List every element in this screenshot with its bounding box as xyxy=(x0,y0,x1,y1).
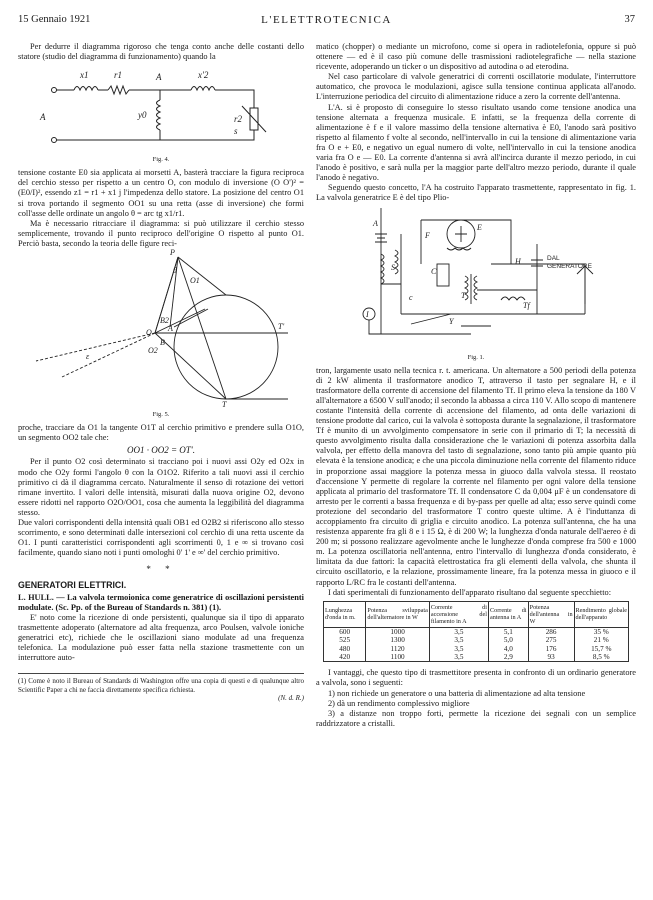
table-cell: 5,1 xyxy=(489,627,529,636)
fig5-label-A: A xyxy=(168,324,173,334)
table-cell: 21 % xyxy=(574,636,628,644)
fig1-label-F: F xyxy=(425,230,430,240)
list-item: 3) a distanze non troppo forti, permette la ricezione dei segnali con un semplice raddrizzatore a cristalli. xyxy=(316,708,636,728)
footnote xyxy=(18,673,304,703)
fig1-label-A: A xyxy=(373,218,378,228)
paragraph-ma: Ma è necessario ritracciare il diagramma: si può utilizzare il cerchio stesso semplicemente, trovando il punto reciproco dell'origine O rispetto al punto O1. Perciò basta, secondo la teoria delle figure reci- xyxy=(18,218,304,248)
table-cell: 600 xyxy=(324,627,366,636)
fig5-label-O2: O2 xyxy=(148,346,158,356)
paragraph-noto: E' noto come la ricezione di onde persistenti, qualunque sia il tipo di apparato trasmettente adoperato (alternatore ad alta frequenza, arco Poulsen, valvole ioniche generatrici etc), richiede che le oscillazioni siano modulate ad una frequenza telefonica. La modulazione può esser fatta nella stazione trasmettente con un interruttore auto- xyxy=(18,612,304,663)
fig5-label-Tprime: T' xyxy=(278,322,285,332)
journal-title: L'ELETTROTECNICA xyxy=(261,14,392,26)
fig1-label-C: C xyxy=(431,266,437,276)
equation: OO1 · OO2 = OT'. xyxy=(126,445,195,456)
table-cell: 480 xyxy=(324,645,366,653)
paragraph-proche: proche, tracciare da O1 la tangente O1T al cerchio primitivo e prendere sulla O1O, un segmento OO2 tale che: xyxy=(18,423,304,443)
paragraph-matico: matico (chopper) o mediante un microfono, come si opera in radiotelefonia, oppure si può ottenere — ed è il caso più comune delle trasmissioni radiotelegrafiche — nella stazione ricevente, adoperando un ticker o un dispositivo ad autodina o ad eterodina. xyxy=(316,42,636,72)
table-header-cell: Potenza dell'antenna in W xyxy=(528,601,574,627)
table-header-row xyxy=(324,601,629,627)
fig4-label-r2: r2 xyxy=(234,114,243,125)
fig1-label-dal: DAL xyxy=(547,254,560,262)
right-column xyxy=(316,42,636,729)
fig5-label-O: O xyxy=(146,328,152,338)
figure-5-diagram xyxy=(30,249,292,409)
paragraph-nel: Nel caso particolare di valvole generatrici di correnti oscillatorie modulate, l'interruttore automatico, che provoca le modulazioni, agisce sulla tensione continua applicata all'anodo. L'interruzione periodica del circuito di alimentazione riduce a zero la corrente dell'antenna. xyxy=(316,72,636,102)
table-row xyxy=(324,653,629,662)
paragraph-due: Due valori corrispondenti della intensità quali OB1 ed O2B2 si riferiscono allo stesso scorrimento, e sono determinati dalle intersezioni col cerchio di una retta uscente da O1. I punti caratteristici corrispondenti agli scorrimenti 0, 1 e ∞ si trovano così facilmente, quando siano noti i punti omologhi 0' 1' e ∞' del cerchio primitivo. xyxy=(18,517,304,558)
paragraph-dati: I dati sperimentali di funzionamento dell'apparato risultano dal seguente specchietto: xyxy=(328,587,612,597)
fig4-label-r1: r1 xyxy=(114,70,123,81)
list-item: 2) dà un rendimento complessivo migliore xyxy=(328,698,470,708)
footnote-sign: (N. d. R.) xyxy=(278,694,304,703)
table-header-cell: Corrente di antenna in A xyxy=(489,601,529,627)
table-cell: 1300 xyxy=(366,636,429,644)
table-cell: 420 xyxy=(324,653,366,662)
fig1-caption: Fig. 1. xyxy=(467,353,485,361)
fig5-caption: Fig. 5. xyxy=(152,411,170,419)
paragraph-vantaggi: I vantaggi, che questo tipo di trasmettitore presenta in confronto di un ordinario generatore a valvola, sono i seguenti: xyxy=(316,668,636,688)
fig1-label-c: c xyxy=(409,292,413,302)
table-cell: 3,5 xyxy=(429,636,488,644)
table-cell: 286 xyxy=(528,627,574,636)
paragraph-per: Per il punto O2 così determinato si tracciano poi i nuovi assi O2y ed O2x in modo che O2y formi l'angolo θ con la O1O2. Riferito a tali nuovi assi il cerchio primitivo ci dà il diagramma cercato. Naturalmente il senso di rotazione dei vettori rimane invertito. I valori delle intensità, misurati dalla nuova origine O2, devono essere ridotti nel rapporto O2O/OO1, cosa che aumenta la leggibilità del diagramma stesso. xyxy=(18,457,304,517)
table-cell: 35 % xyxy=(574,627,628,636)
table-row xyxy=(324,645,629,653)
table-row xyxy=(324,636,629,644)
table-cell: 1000 xyxy=(366,627,429,636)
table-cell: 4,0 xyxy=(489,645,529,653)
paragraph-seguendo: Seguendo questo concetto, l'A ha costruito l'apparato trasmettente, rappresentato in fig. 1. La valvola generatrice E è del tipo Plio- xyxy=(316,183,636,203)
fig4-caption: Fig. 4. xyxy=(152,156,170,164)
table-cell: 275 xyxy=(528,636,574,644)
section-heading: GENERATORI ELETTRICI. xyxy=(18,580,127,591)
fig4-label-x2: x'2 xyxy=(198,70,209,81)
paragraph-tension: tensione costante E0 sia applicata ai morsetti A, basterà tracciare la figura reciproca del cerchio stesso per rispetto a un centro O, con modulo di inversione (O O')² = (E0/I)², essendo z1 = r1 + x1 j l'impedenza dello statore. La posizione del centro O1 si trova portando il segmento OO1 su una retta (asse di inversione) che formi coll'asse delle ordinate un angolo θ = arc tg x1/r1. xyxy=(18,168,304,218)
fig1-label-S: S xyxy=(391,262,395,272)
table-cell: 1120 xyxy=(366,645,429,653)
table-header-cell: Corrente di accensione del filamento in A xyxy=(429,601,488,627)
page-number: 37 xyxy=(624,14,635,25)
table-header-cell: Rendimento globale dell'apparato xyxy=(574,601,628,627)
fig1-label-E: E xyxy=(477,222,482,232)
table-cell: 3,5 xyxy=(429,653,488,662)
table-cell: 3,5 xyxy=(429,645,488,653)
fig1-label-H: H xyxy=(515,256,521,266)
fig5-label-P: P xyxy=(170,249,175,258)
fig1-label-I: I xyxy=(366,309,369,319)
table-cell: 15,7 % xyxy=(574,645,628,653)
fig1-label-generatore: GENERATORE xyxy=(547,262,592,270)
fig5-label-B: B xyxy=(160,338,165,348)
table-cell: 525 xyxy=(324,636,366,644)
fig5-label-eps: ε xyxy=(86,352,90,362)
fig5-label-T: T xyxy=(222,400,227,410)
table-cell: 5,0 xyxy=(489,636,529,644)
table-header-cell: Lunghezza d'onda in m. xyxy=(324,601,366,627)
table-cell: 3,5 xyxy=(429,627,488,636)
paragraph-intro: Per dedurre il diagramma rigoroso che tenga conto anche delle costanti dello statore (studio del diagramma di funzionamento) quando la xyxy=(18,42,304,62)
paragraph-hull: L. HULL. — La valvola termoionica come generatrice di oscillazioni persistenti modulate. (Sc. Pp. of the Bureau of Standards n. 381) (1). xyxy=(18,592,304,612)
paragraph-tron: tron, largamente usato nella tecnica r. t. americana. Un alternatore a 500 periodi della potenza di 2 kW alimenta il trasformatore anodico T, attraverso il tasto per segnalare H, e il trasformatore della corrente di accensione del filamento Tf. Il primo eleva la tensione da 180 V all'alternatore a 6500 V sull'anodo; il secondo la abbassa a circa 110 V. Allo scopo di mantenere costante l'intensità della corrente di accensione del filamento, ad onta delle variazioni di tensione prodotte dal carico, cui la valvola è sottoposta durante la segnalazione, il trasformatore Tf è munito di un avvolgimento compensatore in serie con il primario di T; la necessità di questo avvolgimento risulta dalla considerazione che le variazioni di potenza assorbita dalla valvola, per effetto della manovra del tasto di segnalazione, sono tanto più ampie quanto più elevata è la tensione anodica; e che una piccola diminuzione nella corrente del filamento riduce in proporzione assai maggiore la potenza messa in giuoco dalla valvola stessa. Il reostato d'accensione Y permette di regolare la corrente nel filamento per ogni valore della tensione applicata al primario del trasformatore Tf. Il condensatore C da 0,004 μF è un condensatore di arresto per le correnti a bassa frequenza e di by-pass per quelle ad alta; esso serve quindi come protezione del secondario del trasformatore T contro queste ultime. A è l'induttanza di accoppiamento fra circuito di griglia e circuito anodico. La potenza sull'antenna, che ha una resistenza apparente fra gli 8 e i 15 Ω, è di 200 W; la lunghezza d'onda naturale dell'aereo è di 200 m; si possono realizzare agevolmente anche le lunghezze d'onda comprese fra 500 e 1000 m. La potenza oscillatoria nell'antenna, entro l'intervallo di lunghezza d'onda considerato, è limitata da due fattori: la capacità elettrostatica fra gli elementi della valvola, che shunta il circuito oscillatorio, e la relazione, prossimamente lineare, fra la potenza messa in giuoco e il rapporto L/RC fra le costanti dell'antenna. xyxy=(316,365,636,587)
data-table xyxy=(323,601,629,663)
fig4-label-A: A xyxy=(40,112,46,123)
fig4-label-A-node: A xyxy=(156,72,162,83)
fig4-label-x1: x1 xyxy=(80,70,89,81)
fig1-label-T: T xyxy=(461,290,466,300)
table-header-cell: Potenza sviluppata dell'alternatore in W xyxy=(366,601,429,627)
table-cell: 93 xyxy=(528,653,574,662)
table-cell: 2,9 xyxy=(489,653,529,662)
fig4-label-y0: y0 xyxy=(138,110,147,121)
figure-1-circuit xyxy=(351,204,601,352)
section-separator: * * xyxy=(146,564,176,575)
table-row xyxy=(324,627,629,636)
list-item: 1) non richiede un generatore o una batteria di alimentazione ad alta tensione xyxy=(328,688,586,698)
fig1-label-Y: Y xyxy=(449,316,454,326)
figure-4-circuit xyxy=(36,62,286,154)
paragraph-la: L'A. si è proposto di conseguire lo stesso risultato usando come tensione anodica una tensione alternata a frequenza musicale. E infatti, se la frequenza della corrente di alimentazione è f e il valore massimo della tensione alternativa è E0, l'anodo sarà positivo rispetto al filamento f volte al secondo, nell'intervallo in cui la tensione di alimentazione varia fra O e + E0, e negativo un egual numero di volte, nell'intervallo in cui la tensione anodica varia fra O e — E0. La corrente d'antenna si avrà all'incirca durante il mezzo periodo, in cui l'anodo è positivo, e sarà nulla per la maggior parte dell'altro mezzo periodo, durante il quale l'anodo è negativo. xyxy=(316,102,636,183)
table-cell: 8,5 % xyxy=(574,653,628,662)
table-cell: 1100 xyxy=(366,653,429,662)
fig5-label-B2: B2 xyxy=(160,316,169,326)
fig5-label-O1: O1 xyxy=(190,276,200,286)
fig1-label-Tf: Tf xyxy=(523,300,530,310)
table-cell: 176 xyxy=(528,645,574,653)
footnote-text: (1) Come è noto il Bureau of Standards di Washington offre una copia di questi e di qualunque altro Scientific Paper a chi ne faccia direttamente specifica richiesta. xyxy=(18,677,304,694)
fig5-label-theta: θ xyxy=(173,266,177,276)
fig4-label-s: s xyxy=(234,126,238,137)
header-date: 15 Gennaio 1921 xyxy=(18,14,91,25)
left-column xyxy=(18,42,304,703)
